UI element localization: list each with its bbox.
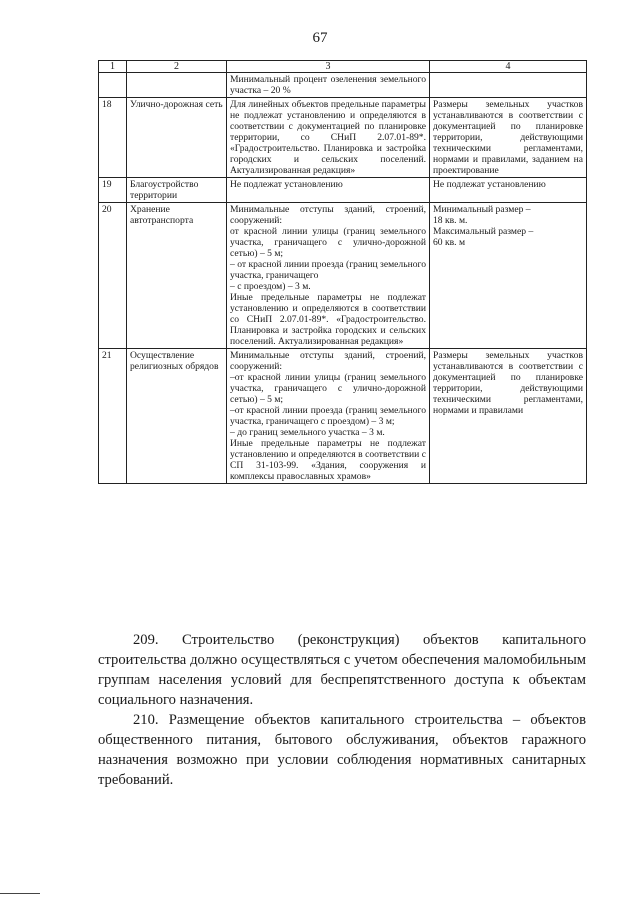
table-row <box>99 203 587 349</box>
paragraph-209: 209. Строительство (реконструкция) объектов капитального строительства должно осуществляться с учетом обеспечения маломобильным группам населения условий для беспрепятственного доступа к объектам социального назначения. <box>98 632 586 708</box>
header-cell: 3 <box>227 61 430 73</box>
parameter-text: Минимальные отступы зданий, строений, сооружений: <box>230 350 426 372</box>
parameter-text: Не подлежат установлению <box>230 179 343 190</box>
parameter-text: Минимальные отступы зданий, строений, сооружений: <box>230 204 426 226</box>
parameters-cell <box>227 349 430 484</box>
row-number-cell: 18 <box>99 98 127 178</box>
plot-size-text: Максимальный размер – <box>433 226 534 237</box>
zone-name-cell: Улично-дорожная сеть <box>127 98 227 178</box>
parameters-cell <box>227 178 430 203</box>
parameter-text: от красной линии улицы (границ земельного участка, граничащего с улично-дорожной сетью) – 5 м; <box>230 226 426 259</box>
parameters-cell <box>227 98 430 178</box>
plot-size-cell <box>430 349 587 484</box>
page-number: 67 <box>312 30 328 46</box>
table-row <box>99 178 587 203</box>
row-number-cell: 19 <box>99 178 127 203</box>
zone-name-cell <box>127 73 227 98</box>
body-text <box>98 630 586 790</box>
parameter-text: –от красной линии улицы (границ земельного участка, граничащего с улично-дорожной сетью) – 5 м; <box>230 372 426 405</box>
parameter-text: Иные предельные параметры не подлежат установлению и определяются в соответствии с СП 31-103-99. «Здания, сооружения и комплексы православных храмов» <box>230 438 426 482</box>
parameter-text: Минимальный процент озеленения земельного участка – 20 % <box>230 74 426 96</box>
parameter-text: – от красной линии проезда (границ земельного участка, граничащего <box>230 259 426 281</box>
table-row <box>99 73 587 98</box>
plot-size-cell <box>430 203 587 349</box>
row-number-cell: 20 <box>99 203 127 349</box>
regulations-table <box>98 60 587 484</box>
zone-name-cell: Хранение автотранспорта <box>127 203 227 349</box>
parameter-text: Иные предельные параметры не подлежат установлению и определяются в соответствии со СНиП 2.07.01-89*. «Градостроительство. Планировка и застройка городских и сельских поселений. Актуализированная редакция» <box>230 292 426 347</box>
parameters-cell <box>227 203 430 349</box>
plot-size-cell <box>430 98 587 178</box>
plot-size-text: Не подлежат установлению <box>433 179 546 190</box>
row-number-cell: 21 <box>99 349 127 484</box>
table-row <box>99 349 587 484</box>
parameter-text: – с проездом) – 3 м. <box>230 281 311 292</box>
parameter-text: Для линейных объектов предельные параметры не подлежат установлению и определяются в соответствии с документацией по планировке территории, со СНиП 2.07.01-89*. «Градостроительство. Планировка и застройка городских и сельских поселений. Актуализированная редакция» <box>230 99 426 176</box>
table-row <box>99 98 587 178</box>
parameter-text: –от красной линии проезда (границ земельного участка, граничащего с проездом) – 3 м; <box>230 405 426 427</box>
row-number-cell <box>99 73 127 98</box>
header-cell: 2 <box>127 61 227 73</box>
plot-size-text: 60 кв. м <box>433 237 466 248</box>
table-header-row <box>99 61 587 73</box>
plot-size-text: 18 кв. м. <box>433 215 468 226</box>
header-cell: 1 <box>99 61 127 73</box>
paragraph-210: 210. Размещение объектов капитального строительства – объектов общественного питания, бытового обслуживания, объектов гаражного назначения возможно при условии соблюдения нормативных санитарных требований. <box>98 712 586 788</box>
plot-size-cell <box>430 178 587 203</box>
zone-name-cell: Осуществление религиозных обрядов <box>127 349 227 484</box>
header-cell: 4 <box>430 61 587 73</box>
plot-size-text: Минимальный размер – <box>433 204 531 215</box>
plot-size-cell <box>430 73 587 98</box>
parameter-text: – до границ земельного участка – 3 м. <box>230 427 385 438</box>
plot-size-text: Размеры земельных участков устанавливаются в соответствии с документацией по планировке территории, действующими техническими регламентами, нормами и правилами <box>433 350 583 416</box>
parameters-cell <box>227 73 430 98</box>
footer-divider <box>0 893 40 894</box>
plot-size-text: Размеры земельных участков устанавливаются в соответствии с документацией по планировке территории, действующими техническими регламентами, нормами и правилами, заданием на проектирование <box>433 99 583 176</box>
zone-name-cell: Благоустройство территории <box>127 178 227 203</box>
